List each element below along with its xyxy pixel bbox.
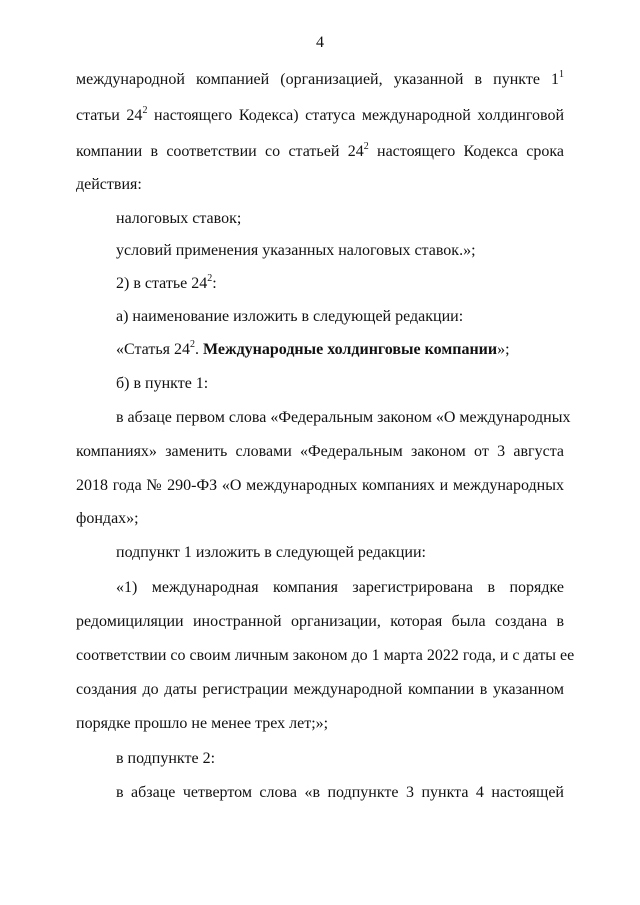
page-number: 4 [316, 34, 324, 51]
text-line-9: «Статья $24^2$. Международные холдинговые компании»; [116, 339, 510, 358]
text-line-19: создания до даты регистрации международной компании в указанном [76, 681, 564, 698]
text-line-20: порядке прошло не менее трех лет;»; [76, 715, 329, 732]
text-line-21: в подпункте 2: [116, 750, 216, 767]
text-line-13: 2018 года № 290-ФЗ «О международных компаниях и международных [76, 477, 564, 494]
text-line-3: компании в соответствии со статьей $24^2$ настоящего Кодекса срока [76, 141, 564, 160]
text-line-10: б) в пункте 1: [116, 375, 209, 392]
text-line-16: «1) международная компания зарегистрирована в порядке [116, 579, 564, 596]
text-line-11: в абзаце первом слова «Федеральным законом «О международных [116, 409, 571, 426]
text-line-6: условий применения указанных налоговых ставок.»; [116, 242, 476, 259]
text-line-8: а) наименование изложить в следующей редакции: [116, 308, 464, 325]
text-line-12: компаниях» заменить словами «Федеральным законом от 3 августа [76, 443, 564, 460]
text-line-4: действия: [76, 176, 142, 193]
text-line-22: в абзаце четвертом слова «в подпункте 3 пункта 4 настоящей [116, 784, 564, 801]
text-line-5: налоговых ставок; [116, 210, 242, 227]
text-line-14: фондах»; [76, 510, 139, 527]
text-line-7: 2) в статье $24^2$: [116, 273, 217, 292]
text-line-1: международной компанией (организацией, указанной в пункте $1^1$ [76, 69, 564, 88]
text-line-17: редомициляции иностранной организации, которая была создана в [76, 613, 564, 630]
text-line-2: статьи $24^2$ настоящего Кодекса) статуса международной холдинговой [76, 105, 565, 124]
text-line-15: подпункт 1 изложить в следующей редакции: [116, 544, 426, 561]
text-line-18: соответствии со своим личным законом до 1 марта 2022 года, и с даты ее [76, 647, 575, 664]
